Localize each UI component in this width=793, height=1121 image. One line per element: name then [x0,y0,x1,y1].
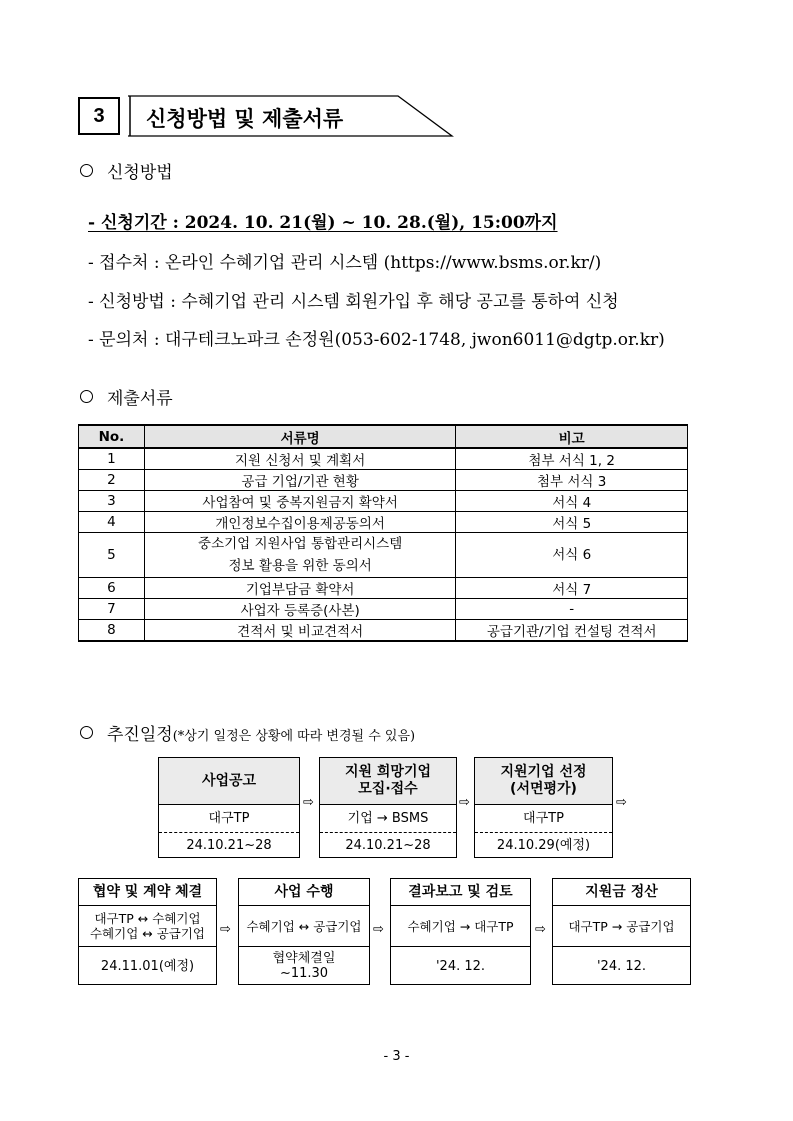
step-who: 수혜기업 ↔ 공급기업 [239,906,369,947]
schedule-step-select [474,757,613,858]
step-title: 지원기업 선정 (서면평가) [475,758,612,805]
doc-no: 3 [79,491,145,512]
schedule-step-recruit [319,757,457,858]
step-title: 사업공고 [159,758,299,805]
circle-bullet-icon [80,726,93,739]
doc-note: 서식 4 [456,491,688,512]
table-row [79,470,688,491]
step-title: 결과보고 및 검토 [391,879,530,906]
doc-no: 6 [79,578,145,599]
doc-no: 8 [79,620,145,642]
schedule-note: (*상기 일정은 상황에 따라 변경될 수 있음) [172,729,416,744]
table-header-row [79,425,688,448]
doc-name: 기업부담금 확약서 [144,578,455,599]
documents-table [78,424,688,642]
section-title: 신청방법 및 제출서류 [146,107,344,131]
doc-note: 서식 7 [456,578,688,599]
table-row [79,533,688,578]
step-who: 대구TP [475,805,612,833]
next-arrow-icon: ⇨ [220,922,231,937]
next-arrow-icon: ⇨ [616,795,627,810]
doc-no: 4 [79,512,145,533]
doc-note: 첨부 서식 3 [456,470,688,491]
step-who: 대구TP ↔ 수혜기업 수혜기업 ↔ 공급기업 [79,906,216,947]
step-date: 협약체결일 ~11.30 [272,951,336,981]
doc-no: 7 [79,599,145,620]
circle-bullet-icon [80,164,93,177]
step-date: 24.10.21~28 [186,838,272,853]
doc-name: 사업자 등록증(사본) [144,599,455,620]
step-date: 24.10.21~28 [345,838,431,853]
table-row [79,448,688,470]
schedule-step-announce [158,757,300,858]
table-row [79,491,688,512]
next-arrow-icon: ⇨ [535,922,546,937]
doc-no: 1 [79,448,145,470]
apply-method: - 신청방법 : 수혜기업 관리 시스템 회원가입 후 해당 공고를 통하여 신청 [88,292,619,312]
page-number: - 3 - [383,1049,410,1064]
doc-name: 지원 신청서 및 계획서 [144,448,455,470]
apply-contact: - 문의처 : 대구테크노파크 손정원(053-602-1748, jwon6011@dgtp.or.kr) [88,330,665,350]
doc-name [144,533,455,578]
apply-period: - 신청기간 : 2024. 10. 21(월) ~ 10. 28.(월), 15:00까지 [88,213,558,233]
step-who: 대구TP [159,805,299,833]
table-row [79,599,688,620]
step-title: 사업 수행 [239,879,369,906]
step-title: 협약 및 계약 체결 [79,879,216,906]
step-title: 지원금 정산 [553,879,690,906]
step-date: '24. 12. [435,958,486,974]
schedule-step-execute [238,878,370,985]
schedule-step-report [390,878,531,985]
next-arrow-icon: ⇨ [459,795,470,810]
table-row [79,578,688,599]
next-arrow-icon: ⇨ [303,795,314,810]
table-row [79,512,688,533]
doc-name: 사업참여 및 중복지원금지 확약서 [144,491,455,512]
doc-no: 5 [79,533,145,578]
step-date: 24.10.29(예정) [496,838,591,853]
doc-name: 개인정보수집이용제공동의서 [144,512,455,533]
doc-note: 공급기관/기업 컨설팅 견적서 [456,620,688,642]
section-number: 3 [78,97,120,135]
schedule-step-settle [552,878,691,985]
column-header: 비고 [456,425,688,448]
documents-heading: 제출서류 [80,384,173,409]
step-who: 기업 → BSMS [320,805,456,833]
step-date: 24.11.01(예정) [100,958,195,974]
schedule-heading: 추진일정(*상기 일정은 상황에 따라 변경될 수 있음) [80,720,415,745]
next-arrow-icon: ⇨ [373,922,384,937]
table-row [79,620,688,642]
doc-name: 공급 기업/기관 현황 [144,470,455,491]
doc-note: - [456,599,688,620]
schedule-step-contract [78,878,217,985]
doc-name-line1: 중소기업 지원사업 통합관리시스템 [198,536,403,552]
doc-name: 견적서 및 비교견적서 [144,620,455,642]
apply-heading: 신청방법 [80,158,173,183]
column-header: 서류명 [144,425,455,448]
column-header: No. [79,425,145,448]
doc-no: 2 [79,470,145,491]
apply-reception: - 접수처 : 온라인 수혜기업 관리 시스템 (https://www.bsms.or.kr/) [88,253,602,273]
step-title: 지원 희망기업 모집·접수 [320,758,456,805]
step-date: '24. 12. [596,958,647,974]
step-who: 대구TP → 공급기업 [553,906,690,947]
doc-note: 서식 5 [456,512,688,533]
circle-bullet-icon [80,390,93,403]
doc-name-line2: 정보 활용을 위한 동의서 [228,558,372,574]
step-who: 수혜기업 → 대구TP [391,906,530,947]
doc-note: 첨부 서식 1, 2 [456,448,688,470]
doc-note: 서식 6 [456,533,688,578]
